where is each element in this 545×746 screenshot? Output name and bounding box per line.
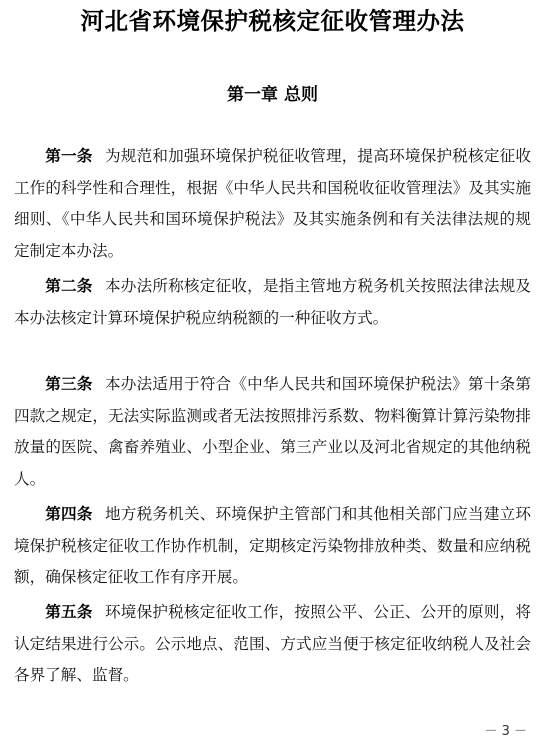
- article-3: [14, 369, 531, 495]
- article-label: 第三条: [45, 375, 93, 393]
- article-2: [14, 271, 531, 334]
- article-text: 地方税务机关、环境保护主管部门和其他相关部门应当建立环境保护税核定征收工作协作机制，定期核定污染物排放种类、数量和应纳税额，确保核定征收工作有序开展。: [14, 505, 531, 586]
- document-title: 河北省环境保护税核定征收管理办法: [80, 7, 465, 35]
- article-label: 第四条: [45, 505, 93, 523]
- article-label: 第五条: [45, 603, 93, 621]
- article-4: [14, 499, 531, 594]
- chapter-heading: 第一章 总则: [227, 85, 318, 105]
- article-text: 为规范和加强环境保护税征收管理，提高环境保护税核定征收工作的科学性和合理性，根据《中华人民共和国税收征收管理法》及其实施细则、《中华人民共和国环境保护税法》及其实施条例和有关法律法规的规定制定本办法。: [14, 147, 531, 260]
- article-text: 本办法所称核定征收，是指主管地方税务机关按照法律法规及本办法核定计算环境保护税应纳税额的一种征收方式。: [14, 277, 531, 327]
- article-text: 本办法适用于符合《中华人民共和国环境保护税法》第十条第四款之规定，无法实际监测或者无法按照排污系数、物料衡算计算污染物排放量的医院、禽畜养殖业、小型企业、第三产业以及河北省规定的其他纳税人。: [14, 375, 531, 488]
- page-number: － 3 －: [484, 724, 527, 739]
- article-5: [14, 597, 531, 692]
- article-1: [14, 141, 531, 267]
- article-label: 第二条: [45, 277, 93, 295]
- article-text: 环境保护税核定征收工作，按照公平、公正、公开的原则，将认定结果进行公示。公示地点、范围、方式应当便于核定征收纳税人及社会各界了解、监督。: [14, 603, 531, 684]
- article-label: 第一条: [45, 147, 93, 165]
